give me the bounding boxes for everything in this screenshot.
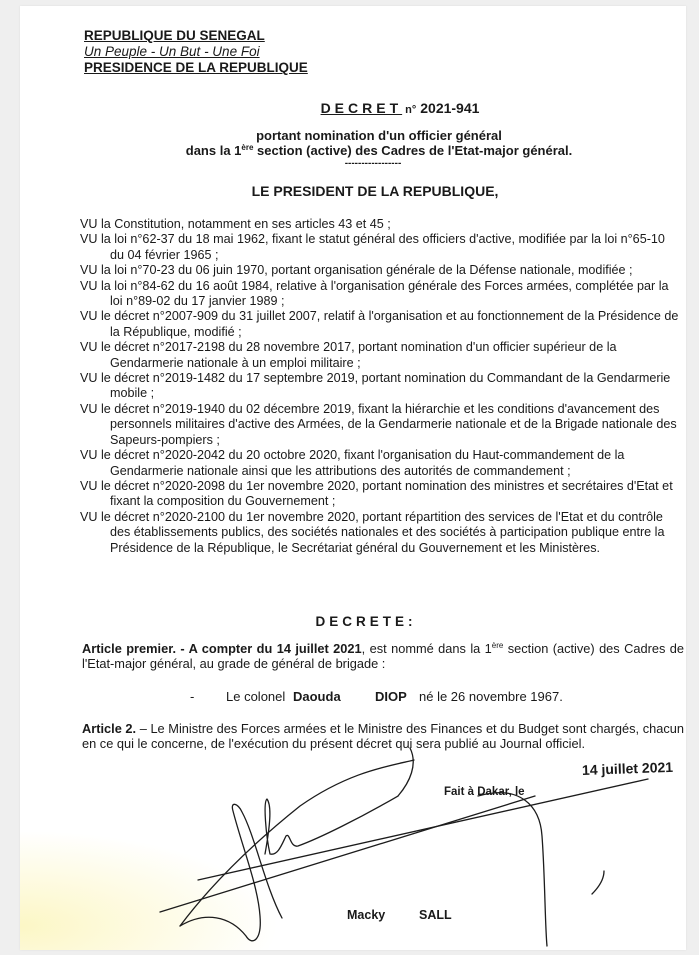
nominee-birth: né le 26 novembre 1967. [419, 689, 563, 704]
decree-number-prefix: n° [405, 104, 417, 116]
article-2-text: – Le Ministre des Forces armées et le Ministre des Finances et du Budget sont chargés, chacun en ce qui le concerne, de l'exécution du présent décret qui sera publié au Journal officiel. [82, 721, 684, 752]
president-heading: LE PRESIDENT DE LA REPUBLIQUE, [251, 183, 499, 199]
article-1-label: Article premier. [82, 641, 177, 656]
decree-title [170, 100, 630, 116]
decree-number: 2021-941 [420, 100, 480, 116]
consideration-item: VU le décret n°2007-909 du 31 juillet 2007, relatif à l'organisation et au fonctionnement de la Présidence de la République, modifié ; [80, 309, 679, 339]
decree-label: DECRET [320, 100, 403, 116]
signature-stroke [398, 748, 413, 796]
consideration-item: VU la loi n°84-62 du 16 août 1984, relative à l'organisation générale des Forces armées, complétée par la loi n°89-02 du 17 janvier 1989 ; [80, 278, 669, 309]
signature-stroke [478, 793, 547, 946]
consideration-item: VU la loi n°70-23 du 06 juin 1970, portant organisation générale de la Défense nationale, modifiée ; [80, 263, 633, 278]
article-2-label: Article 2. [82, 721, 137, 736]
signature-date: 14 juillet 2021 [581, 758, 674, 778]
signature-place: Fait à Dakar, le [444, 786, 525, 798]
signature-stroke [592, 871, 604, 894]
nominee-last-name: DIOP [375, 689, 407, 704]
considerations-list [80, 217, 680, 556]
consideration-item: VU la loi n°62-37 du 18 mai 1962, fixant le statut général des officiers d'active, modifiée par la loi n°65-10 du 04 février 1965 ; [80, 232, 665, 262]
nominee-bullet: - [190, 689, 195, 704]
article-1-text: section (active) des Cadres de l'Etat-major général, au grade de général de brigade : [82, 641, 684, 672]
signature-stroke [160, 796, 535, 912]
subtitle-line-1: portant nomination d'un officier général [256, 128, 502, 143]
signature-stroke [180, 760, 414, 926]
consideration-item: VU le décret n°2019-1940 du 02 décembre 2019, fixant la hiérarchie et les conditions d'avancement des personnels militaires d'active des Armées, de la Gendarmerie nationale et de la Brigade nationale des Sapeurs-pompiers ; [80, 401, 677, 447]
subtitle-text: dans la 1 [185, 143, 242, 158]
consideration-item: VU le décret n°2017-2198 du 28 novembre 2017, portant nomination d'un officier supérieur de la Gendarmerie nationale à un emploi militaire ; [80, 340, 617, 370]
nominee-rank: Le colonel [226, 689, 286, 704]
article-1 [82, 641, 684, 672]
country-name: REPUBLIQUE DU SENEGAL [84, 28, 265, 43]
ordinal-superscript: ère [241, 143, 254, 152]
signer-last-name: SALL [419, 908, 452, 922]
signer-first-name: Macky [347, 908, 386, 922]
consideration-item: VU le décret n°2020-2098 du 1er novembre 2020, portant nomination des ministres et secrétaires d'Etat et fixant la composition du Gouvernement ; [80, 478, 673, 509]
subtitle-text: section (active) des Cadres de l'Etat-major général. [253, 143, 573, 158]
letterhead [84, 28, 308, 76]
consideration-item: VU la Constitution, notamment en ses articles 43 et 45 ; [80, 217, 391, 231]
signature-stroke [180, 804, 282, 940]
document-page [20, 6, 686, 950]
institution-name: PRESIDENCE DE LA REPUBLIQUE [84, 60, 308, 75]
consideration-item: VU le décret n°2019-1482 du 17 septembre 2019, portant nomination du Commandant de la Gendarmerie mobile ; [80, 371, 671, 401]
signature-stroke [265, 796, 398, 854]
national-motto: Un Peuple - Un But - Une Foi [84, 44, 260, 59]
article-1-text: , est nommé dans la 1 [361, 641, 492, 656]
separator: ----------------- [344, 158, 402, 169]
signature-stroke [198, 779, 648, 880]
article-2 [82, 721, 684, 752]
decree-subtitle [46, 128, 686, 158]
nominee-first-name: Daouda [293, 689, 341, 704]
consideration-item: VU le décret n°2020-2042 du 20 octobre 2020, fixant l'organisation du Haut-commandement de la Gendarmerie nationale ainsi que les attributions des autorités de commandement ; [80, 448, 625, 478]
ordinal-superscript: ère [491, 641, 504, 650]
consideration-item: VU le décret n°2020-2100 du 1er novembre 2020, portant répartition des services de l'Etat et du contrôle des établissements publics, des sociétés nationales et des sociétés à participation publique entre la Présidence de la République, le Secrétariat général du Gouvernement et les Ministères. [80, 509, 665, 555]
article-1-effective-date: - A compter du 14 juillet 2021 [176, 641, 362, 656]
decrete-heading: DECRETE: [315, 614, 417, 629]
subtitle-line-2 [46, 143, 686, 158]
